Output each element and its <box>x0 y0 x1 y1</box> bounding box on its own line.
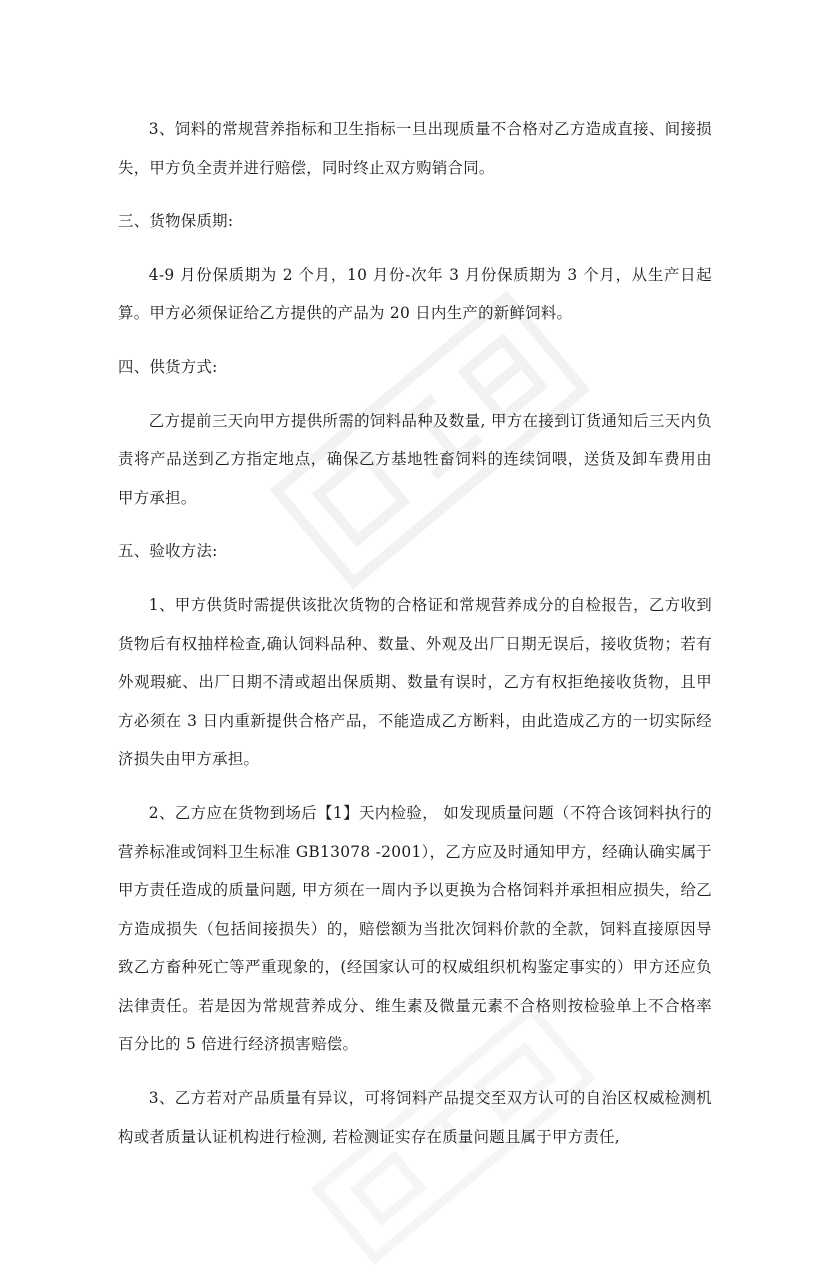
paragraph-acceptance-2: 2、乙方应在货物到场后【1】天内检验， 如发现质量问题（不符合该饲料执行的营养标准或饲料卫生标准 GB13078 -2001），乙方应及时通知甲方，经确认确实属于甲方责任造成的质量问题, 甲方须在一周内予以更换为合格饲料并承担相应损失，给乙方造成损失（包括间接损失）的，赔偿额为当批次饲料价款的全款，饲料直接原因导致乙方畜种死亡等严重现象的，(经国家认可的权威组织机构鉴定事实的）甲方还应负法律责任。若是因为常规营养成分、维生素及微量元素不合格则按检验单上不合格率百分比的 5 倍进行经济损害赔偿。 <box>118 803 712 1054</box>
document-body <box>118 110 712 1171</box>
paragraph-acceptance-1: 1、甲方供货时需提供该批次货物的合格证和常规营养成分的自检报告，乙方收到货物后有权抽样检查,确认饲料品种、数量、外观及出厂日期无误后，接收货物；若有外观瑕疵、出厂日期不清或超出保质期、数量有误时，乙方有权拒绝接收货物，且甲方必须在 3 日内重新提供合格产品，不能造成乙方断料，由此造成乙方的一切实际经济损失由甲方承担。 <box>118 595 712 769</box>
paragraph-shelf-life: 4-9 月份保质期为 2 个月，10 月份-次年 3 月份保质期为 3 个月，从生产日起算。甲方必须保证给乙方提供的产品为 20 日内生产的新鲜饲料。 <box>118 265 712 323</box>
heading-shelf-life: 三、货物保质期: <box>118 212 234 231</box>
heading-acceptance-method: 五、验收方法: <box>118 542 218 561</box>
paragraph-acceptance-3: 3、乙方若对产品质量有异议，可将饲料产品提交至双方认可的自治区权威检测机构或者质量认证机构进行检测, 若检测证实存在质量问题且属于甲方责任, <box>118 1089 712 1146</box>
paragraph-quality-liability: 3、饲料的常规营养指标和卫生指标一旦出现质量不合格对乙方造成直接、间接损失，甲方负全责并进行赔偿，同时终止双方购销合同。 <box>118 120 712 177</box>
paragraph-supply-method: 乙方提前三天向甲方提供所需的饲料品种及数量, 甲方在接到订货通知后三天内负责将产品送到乙方指定地点，确保乙方基地牲畜饲料的连续饲喂，送货及卸车费用由甲方承担。 <box>118 411 712 507</box>
heading-supply-method: 四、供货方式: <box>118 357 218 376</box>
